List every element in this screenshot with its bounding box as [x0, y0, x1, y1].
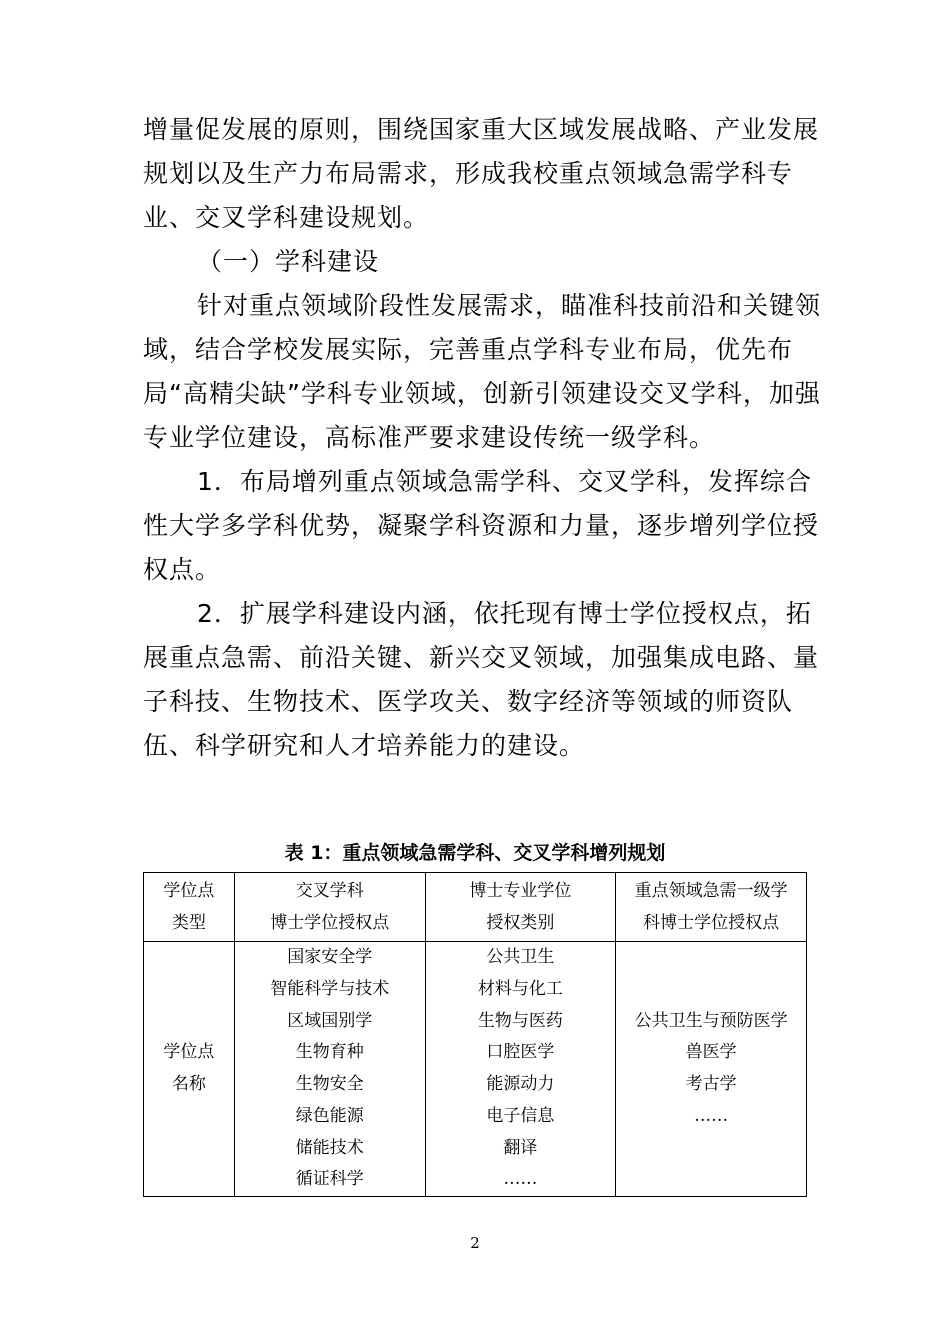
- cell-professional-list: [425, 942, 616, 1197]
- list-item: 储能技术: [295, 1137, 364, 1158]
- header-line: 科博士学位授权点: [643, 913, 780, 933]
- row-header-degree-name: [144, 942, 235, 1197]
- paragraph-item-1: 1．布局增列重点领域急需学科、交叉学科，发挥综合性大学多学科优势，凝聚学科资源和力量，逐步增列学位授权点。: [143, 467, 820, 584]
- list-item: 公共卫生: [486, 947, 555, 967]
- header-line: 授权类别: [486, 913, 555, 933]
- section-heading-discipline-construction: （一）学科建设: [197, 247, 380, 276]
- paragraph-discipline-overview: 针对重点领域阶段性发展需求，瞄准科技前沿和关键领域，结合学校发展实际，完善重点学科专业布局，优先布局“高精尖缺”学科专业领域，创新引领建设交叉学科，加强专业学位建设，高标准严要求建设传统一级学科。: [143, 291, 822, 452]
- list-item: 生物育种: [295, 1042, 364, 1063]
- page-number: 2: [470, 1234, 480, 1252]
- list-item: 区域国别学: [287, 1010, 373, 1031]
- list-item: ……: [503, 1169, 538, 1190]
- list-item: 能源动力: [486, 1074, 555, 1094]
- header-interdisciplinary-doctoral: [234, 873, 425, 942]
- list-item: 生物与医药: [477, 1010, 563, 1031]
- cell-interdisciplinary-list: [234, 942, 425, 1197]
- header-line: 交叉学科: [295, 881, 364, 901]
- list-item: 公共卫生与预防医学: [634, 1010, 788, 1031]
- list-item: 绿色能源: [295, 1105, 364, 1126]
- row-header-line: 名称: [171, 1074, 206, 1094]
- list-item: 智能科学与技术: [270, 978, 390, 999]
- table-row: [144, 942, 807, 1197]
- table-caption: 表 1：重点领域急需学科、交叉学科增列规划: [284, 842, 666, 864]
- table-header-row: [144, 873, 807, 942]
- cell-key-field-list: [616, 942, 807, 1197]
- list-item: 兽医学: [685, 1042, 737, 1063]
- list-item: 翻译: [503, 1137, 538, 1158]
- header-degree-type: [144, 873, 235, 942]
- header-line: 学位点: [163, 881, 215, 901]
- list-item: 电子信息: [486, 1105, 555, 1126]
- header-line: 重点领域急需一级学: [634, 881, 788, 901]
- discipline-plan-table: [143, 872, 807, 1197]
- paragraph-continuation: 增量促发展的原则，围绕国家重大区域发展战略、产业发展规划以及生产力布局需求，形成我校重点领域急需学科专业、交叉学科建设规划。: [143, 115, 820, 232]
- list-item: 材料与化工: [477, 978, 563, 999]
- list-item: 考古学: [685, 1074, 737, 1094]
- header-line: 类型: [171, 913, 206, 933]
- header-line: 博士专业学位: [469, 881, 572, 901]
- header-key-field-first-level: [616, 873, 807, 942]
- list-item: 生物安全: [295, 1074, 364, 1094]
- list-item: 循证科学: [295, 1169, 364, 1190]
- list-item: 国家安全学: [287, 947, 373, 967]
- header-line: 博士学位授权点: [270, 913, 390, 933]
- paragraph-item-2: 2．扩展学科建设内涵，依托现有博士学位授权点，拓展重点急需、前沿关键、新兴交叉领域，加强集成电路、量子科技、生物技术、医学攻关、数字经济等领域的师资队伍、科学研究和人才培养能力的建设。: [143, 599, 820, 760]
- list-item: ……: [694, 1105, 729, 1126]
- list-item: 口腔医学: [486, 1042, 555, 1063]
- row-header-line: 学位点: [163, 1042, 215, 1063]
- header-professional-doctoral: [425, 873, 616, 942]
